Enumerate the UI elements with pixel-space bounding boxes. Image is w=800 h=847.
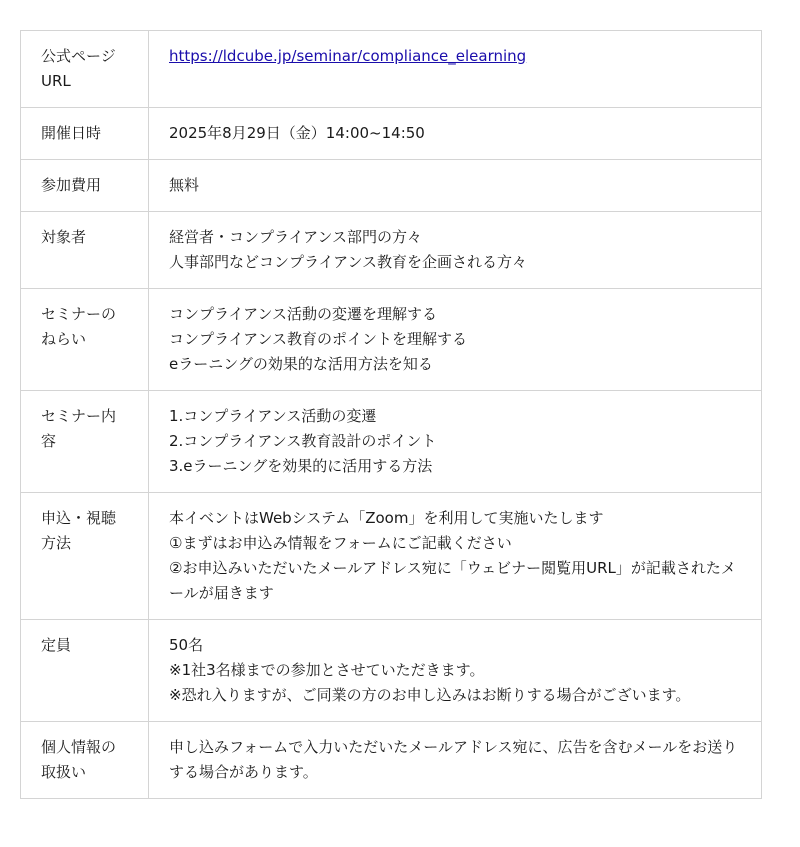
application-line: ②お申込みいただいたメールアドレス宛に「ウェビナー閲覧用URL」が記載されたメールが届きます xyxy=(169,559,736,602)
content-line: 3.eラーニングを効果的に活用する方法 xyxy=(169,457,433,475)
capacity-line: ※恐れ入りますが、ご同業の方のお申し込みはお断りする場合がございます。 xyxy=(169,686,691,704)
row-value xyxy=(149,108,762,160)
table-row-content xyxy=(21,391,762,493)
table-row-datetime xyxy=(21,108,762,160)
row-value xyxy=(149,212,762,289)
row-label: 開催日時 xyxy=(21,108,149,160)
row-label: 申込・視聴方法 xyxy=(21,493,149,620)
application-line: ①まずはお申込み情報をフォームにご記載ください xyxy=(169,534,512,552)
row-label: 個人情報の取扱い xyxy=(21,722,149,799)
row-label: 公式ページURL xyxy=(21,31,149,108)
official-page-link[interactable]: https://ldcube.jp/seminar/compliance_elearning xyxy=(169,47,527,65)
datetime-text: 2025年8月29日（金）14:00~14:50 xyxy=(169,124,425,142)
row-label: 参加費用 xyxy=(21,160,149,212)
capacity-line: ※1社3名様までの参加とさせていただきます。 xyxy=(169,661,485,679)
row-label: セミナーのねらい xyxy=(21,289,149,391)
table-row-target xyxy=(21,212,762,289)
row-value xyxy=(149,722,762,799)
table-row-application xyxy=(21,493,762,620)
row-value xyxy=(149,160,762,212)
row-value xyxy=(149,493,762,620)
capacity-line: 50名 xyxy=(169,636,204,654)
table-row-capacity xyxy=(21,620,762,722)
target-line: 人事部門などコンプライアンス教育を企画される方々 xyxy=(169,253,528,271)
table-row-official-url xyxy=(21,31,762,108)
aim-line: コンプライアンス教育のポイントを理解する xyxy=(169,330,468,348)
application-line: 本イベントはWebシステム「Zoom」を利用して実施いたします xyxy=(169,509,604,527)
content-line: 1.コンプライアンス活動の変遷 xyxy=(169,407,377,425)
row-label: セミナー内容 xyxy=(21,391,149,493)
aim-line: eラーニングの効果的な活用方法を知る xyxy=(169,355,433,373)
table-row-aim xyxy=(21,289,762,391)
aim-line: コンプライアンス活動の変遷を理解する xyxy=(169,305,438,323)
privacy-line: 申し込みフォームで入力いただいたメールアドレス宛に、広告を含むメールをお送りする場合があります。 xyxy=(169,738,738,781)
fee-text: 無料 xyxy=(169,176,200,194)
table-row-privacy xyxy=(21,722,762,799)
table-row-fee xyxy=(21,160,762,212)
row-value xyxy=(149,31,762,108)
row-value xyxy=(149,391,762,493)
row-value xyxy=(149,620,762,722)
row-label: 定員 xyxy=(21,620,149,722)
row-value xyxy=(149,289,762,391)
target-line: 経営者・コンプライアンス部門の方々 xyxy=(169,228,423,246)
content-line: 2.コンプライアンス教育設計のポイント xyxy=(169,432,437,450)
row-label: 対象者 xyxy=(21,212,149,289)
seminar-info-table xyxy=(20,30,762,799)
